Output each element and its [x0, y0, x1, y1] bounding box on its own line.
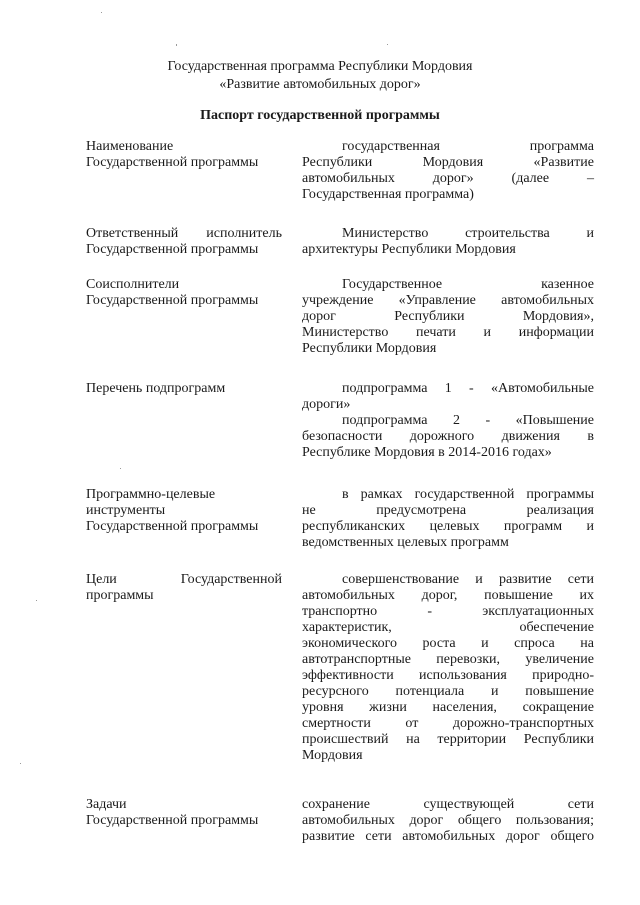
label-line: Государственной программы [86, 155, 259, 170]
value-line: ресурсного потенциала и повышение [302, 684, 594, 699]
program-header-line2: «Развитие автомобильных дорог» [219, 77, 421, 92]
value-line: Республики Мордовия [302, 341, 437, 356]
value-line: смертности от дорожно-транспортных [302, 716, 594, 731]
value-line: автомобильных дорог» (далее – [302, 171, 594, 186]
label-line: Государственной программы [86, 813, 259, 828]
label-line: Цели Государственной [86, 572, 282, 587]
row-value-goals [302, 572, 594, 764]
value-line: характеристик, обеспечение [302, 620, 594, 635]
value-line: архитектуры Республики Мордовия [302, 242, 516, 257]
label-line: Ответственный исполнитель [86, 226, 282, 241]
program-header-line1: Государственная программа Республики Мордовия [167, 59, 473, 74]
value-line: не предусмотрена реализация [302, 503, 594, 518]
row-value-responsible [302, 226, 594, 258]
value-line: развитие сети автомобильных дорог общего [302, 829, 594, 844]
value-line: учреждение «Управление автомобильных [302, 293, 594, 308]
row-value-tasks [302, 797, 594, 845]
scan-speck [387, 44, 388, 45]
row-value-instruments [302, 487, 594, 551]
scan-speck [20, 763, 21, 764]
value-line: автомобильных дорог, повышение их [302, 588, 594, 603]
value-line: Государственное казенное [342, 277, 594, 292]
label-line: программы [86, 588, 154, 603]
value-line: происшествий на территории Республики [302, 732, 594, 747]
label-line: Задачи [86, 797, 127, 812]
value-line: дорог Республики Мордовия», [302, 309, 594, 324]
row-label-instruments [86, 487, 282, 535]
value-line: автомобильных дорог общего пользования; [302, 813, 594, 828]
row-label-goals [86, 572, 282, 604]
scan-speck [36, 600, 37, 601]
scan-speck [120, 468, 121, 469]
scan-speck [101, 12, 102, 13]
value-line: государственная программа [342, 139, 594, 154]
value-line: безопасности дорожного движения в [302, 429, 594, 444]
value-line: автотранспортные перевозки, увеличение [302, 652, 594, 667]
row-label-tasks [86, 797, 282, 829]
value-line: эффективности использования природно- [302, 668, 594, 683]
row-label-name [86, 139, 282, 171]
value-line: Мордовия [302, 748, 363, 763]
label-line: Государственной программы [86, 293, 259, 308]
value-line: Республики Мордовия «Развитие [302, 155, 594, 170]
row-value-coexecutors [302, 277, 594, 357]
label-line: Наименование [86, 139, 174, 154]
value-line: ведомственных целевых программ [302, 535, 509, 550]
value-line: транспортно - эксплуатационных [302, 604, 594, 619]
row-label-coexecutors [86, 277, 282, 309]
value-line: совершенствование и развитие сети [342, 572, 594, 587]
value-line: сохранение существующей сети [302, 797, 594, 812]
value-line: экономического роста и спроса на [302, 636, 594, 651]
label-line: Государственной программы [86, 242, 259, 257]
label-line: Перечень подпрограмм [86, 381, 226, 396]
value-line: республиканских целевых программ и [302, 519, 594, 534]
row-label-responsible [86, 226, 282, 258]
value-line: уровня жизни населения, сокращение [302, 700, 594, 715]
scan-speck [176, 44, 177, 46]
row-value-name [302, 139, 594, 203]
value-line: Министерство строительства и [342, 226, 594, 241]
value-line: Государственная программа) [302, 187, 474, 202]
label-line: инструменты [86, 503, 166, 518]
value-line: подпрограмма 1 - «Автомобильные [342, 381, 594, 396]
value-line: Республике Мордовия в 2014-2016 годах» [302, 445, 552, 460]
passport-title: Паспорт государственной программы [200, 108, 440, 123]
value-line: Министерство печати и информации [302, 325, 594, 340]
label-line: Соисполнители [86, 277, 180, 292]
label-line: Государственной программы [86, 519, 259, 534]
row-label-subprograms [86, 381, 282, 397]
row-value-subprograms [302, 381, 594, 461]
label-line: Программно-целевые [86, 487, 216, 502]
value-line: в рамках государственной программы [342, 487, 594, 502]
value-line: дороги» [302, 397, 351, 412]
value-line: подпрограмма 2 - «Повышение [342, 413, 594, 428]
